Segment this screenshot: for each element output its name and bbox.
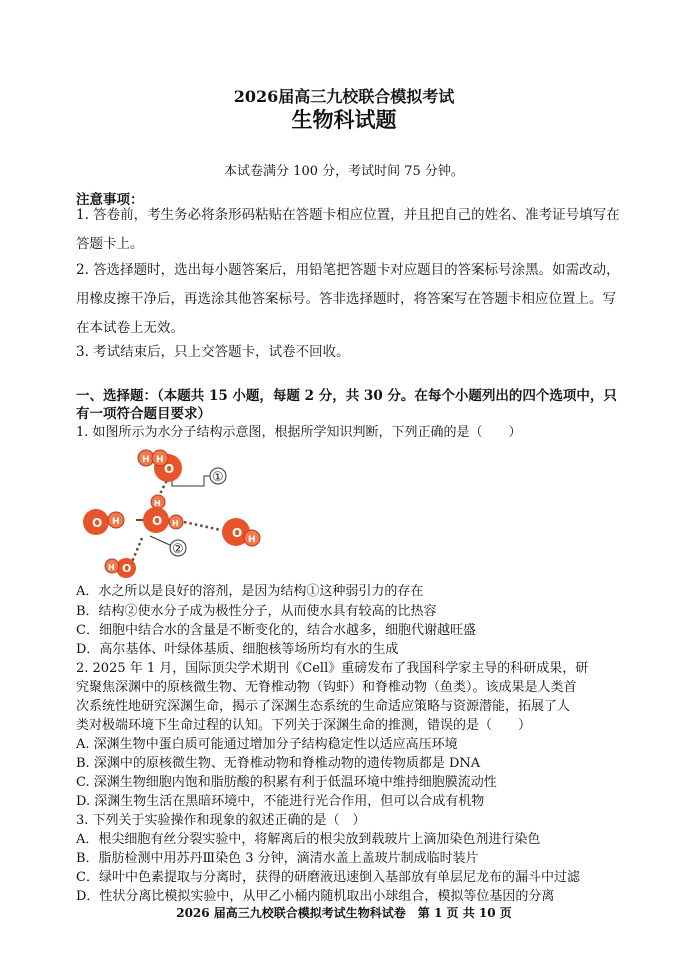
figure-label-1 bbox=[210, 468, 226, 485]
q3-option-c: C．绿叶中色素提取与分离时，获得的研磨液迅速倒入基部放有单层尼龙布的漏斗中过滤 bbox=[76, 870, 580, 885]
atom-o-label: O bbox=[92, 516, 103, 530]
q1-option-b: B．结构②使水分子成为极性分子，从而使水具有较高的比热容 bbox=[76, 604, 437, 619]
water-molecule-figure bbox=[76, 440, 276, 580]
q3-option-d: D．性状分离比模拟实验中，从甲乙小桶内随机取出小球组合，模拟等位基因的分离 bbox=[76, 889, 555, 904]
q2-stem-line: 类对极端环境下生命过程的认知。下列关于深渊生命的推测，错误的是（ ） bbox=[76, 718, 532, 733]
atom-h-label: H bbox=[172, 519, 179, 528]
q2-option-a: A. 深渊生物中蛋白质可能通过增加分子结构稳定性以适应高压环境 bbox=[76, 737, 458, 752]
atom-h-label: H bbox=[108, 563, 115, 572]
molecule-right bbox=[222, 518, 260, 546]
atom-h-label: H bbox=[154, 499, 161, 508]
molecule-bottom bbox=[105, 558, 136, 578]
exam-title: 2026届高三九校联合模拟考试 bbox=[233, 87, 455, 106]
atom-h-label: H bbox=[248, 535, 256, 545]
atom-h-label: H bbox=[112, 517, 120, 527]
q3-option-a: A．根尖细胞有丝分裂实验中，将解离后的根尖放到载玻片上滴加染色剂进行染色 bbox=[76, 832, 541, 847]
q3-option-b: B．脂肪检测中用苏丹Ⅲ染色 3 分钟，滴清水盖上盖玻片制成临时装片 bbox=[76, 851, 479, 866]
atom-o-label: O bbox=[152, 514, 163, 528]
molecule-top bbox=[138, 450, 182, 482]
q1-option-c: C．细胞中结合水的含量是不断变化的，结合水越多，细胞代谢越旺盛 bbox=[76, 623, 476, 638]
q2-option-c: C. 深渊生物细胞内饱和脂肪酸的积累有利于低温环境中维持细胞膜流动性 bbox=[76, 775, 497, 790]
q2-stem-line: 2. 2025 年 1 月，国际顶尖学术期刊《Cell》重磅发布了我国科学家主导的科研成果，研 bbox=[76, 661, 589, 676]
atom-o-label: O bbox=[232, 526, 243, 540]
molecule-center bbox=[143, 495, 183, 533]
atom-o-label: O bbox=[164, 462, 175, 476]
atom-o-label: O bbox=[122, 562, 132, 575]
svg-text:①: ① bbox=[212, 470, 224, 485]
molecule-left bbox=[83, 509, 124, 535]
q3-stem: 3. 下列关于实验操作和现象的叙述正确的是（ ） bbox=[76, 813, 366, 828]
q2-option-b: B. 深渊中的原核微生物、无脊椎动物和脊椎动物的遗传物质都是 DNA bbox=[76, 756, 481, 771]
note-item-2: 2. 答选择题时，选出每小题答案后，用铅笔把答题卡对应题目的答案标号涂黑。如需改动，用橡皮擦干净后，再选涂其他答案标号。答非选择题时，将答案写在答题卡相应位置上。写在本试卷上无效。 bbox=[76, 262, 620, 336]
q2-option-d: D. 深渊生物生活在黑暗环境中，不能进行光合作用，但可以合成有机物 bbox=[76, 794, 485, 809]
q2-stem-line: 究聚焦深渊中的原核微生物、无脊椎动物（钩虾）和脊椎动物（鱼类）。该成果是人类首 bbox=[76, 680, 577, 695]
subject-title: 生物科试题 bbox=[291, 107, 397, 132]
figure-label-2 bbox=[170, 540, 186, 557]
note-item-3: 3. 考试结束后，只上交答题卡，试卷不回收。 bbox=[76, 344, 350, 360]
svg-text:②: ② bbox=[172, 542, 184, 557]
q1-option-d: D．高尔基体、叶绿体基质、细胞核等场所均有水的生成 bbox=[76, 642, 399, 657]
q1-stem: 1. 如图所示为水分子结构示意图，根据所学知识判断，下列正确的是（ ） bbox=[76, 425, 522, 440]
notes-heading: 注意事项： bbox=[76, 192, 144, 208]
q2-stem-line: 次系统性地研究深渊生命，揭示了深渊生态系统的生命适应策略与资源潜能，拓展了人 bbox=[76, 699, 571, 714]
page-footer: 2026 届高三九校联合模拟考试生物科试卷 第 1 页 共 10 页 bbox=[176, 906, 512, 920]
section-heading: 一、选择题：（本题共 15 小题，每题 2 分，共 30 分。在每个小题列出的四个选项中，只有一项符合题目要求） bbox=[76, 388, 617, 422]
atom-h-label: H bbox=[156, 455, 164, 465]
note-item-1: 1. 答卷前，考生务必将条形码粘贴在答题卡相应位置，并且把自己的姓名、准考证号填写在答题卡上。 bbox=[76, 207, 620, 252]
atom-h-label: H bbox=[142, 455, 150, 465]
q1-option-a: A．水之所以是良好的溶剂，是因为结构①这种弱引力的存在 bbox=[76, 584, 424, 599]
exam-info: 本试卷满分 100 分，考试时间 75 分钟。 bbox=[224, 164, 464, 179]
